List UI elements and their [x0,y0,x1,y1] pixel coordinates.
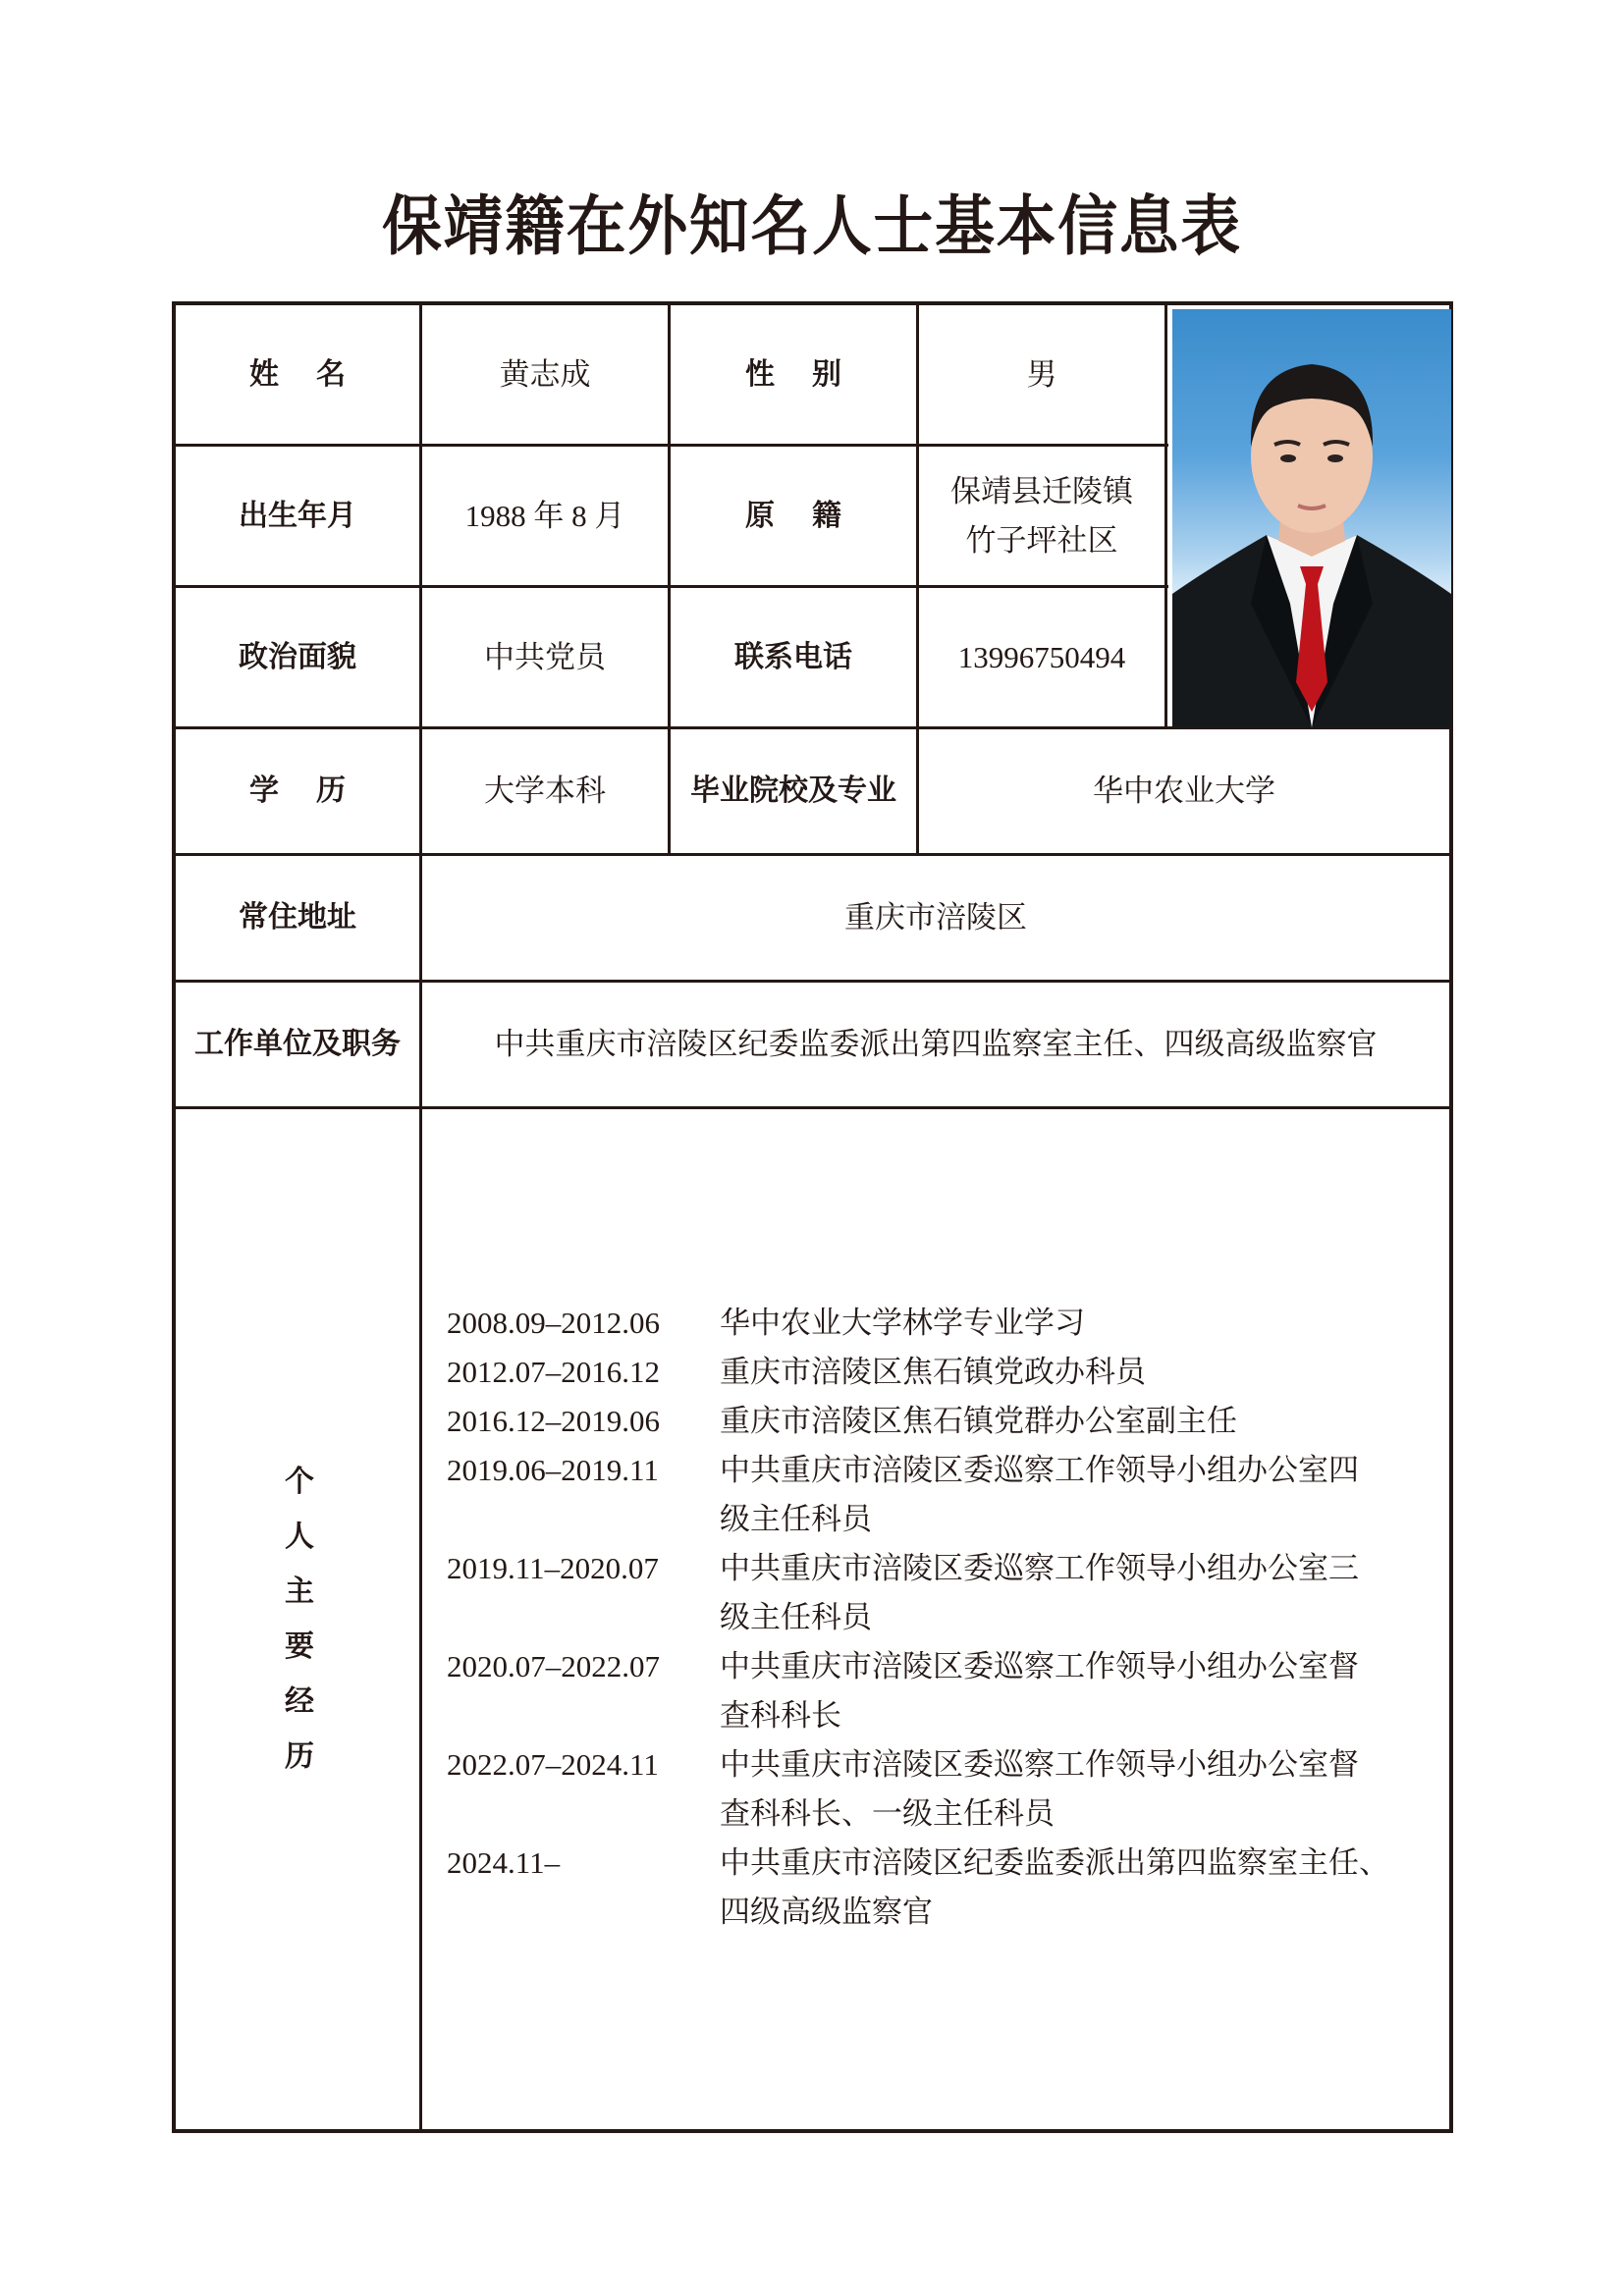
experience-item [447,1642,1438,1740]
experience-desc-line: 中共重庆市涪陵区委巡察工作领导小组办公室四 [720,1453,1359,1487]
experience-date: 2020.07–2022.07 [447,1649,660,1683]
experience-date: 2016.12–2019.06 [447,1404,660,1438]
education-value: 大学本科 [484,774,606,808]
experience-desc [720,1397,1436,1446]
col-divider [1164,305,1167,729]
experience-desc-line: 重庆市涪陵区焦石镇党政办科员 [720,1355,1146,1389]
experience-date: 2012.07–2016.12 [447,1355,660,1389]
experience-label-cell [176,1109,419,2129]
experience-item [447,1348,1438,1397]
experience-desc [720,1642,1436,1740]
birth-value: 1988 年 8 月 [464,498,625,533]
school-label: 毕业院校及专业 [690,774,896,808]
experience-date: 2022.07–2024.11 [447,1747,659,1782]
experience-label-char: 人 [285,1519,314,1554]
origin-label: 原籍 [745,498,879,533]
experience-label [176,1109,423,2129]
experience-list [447,1299,1438,1937]
experience-item [447,1299,1438,1348]
school-value: 华中农业大学 [1093,774,1275,808]
phone-value: 13996750494 [957,639,1126,674]
experience-desc [720,1740,1436,1839]
experience-desc-line: 华中农业大学林学专业学习 [720,1306,1085,1340]
phone-label: 联系电话 [734,639,852,674]
education-label: 学历 [249,774,383,808]
experience-date: 2024.11– [447,1845,561,1880]
experience-desc-line: 重庆市涪陵区焦石镇党群办公室副主任 [720,1404,1237,1438]
experience-desc-line: 查科科长 [720,1698,841,1733]
experience-desc-line: 查科科长、一级主任科员 [720,1796,1055,1831]
portrait-photo [1172,309,1451,727]
experience-date: 2019.06–2019.11 [447,1453,659,1487]
name-value: 黄志成 [499,356,591,392]
address-label: 常住地址 [239,900,356,934]
work-label: 工作单位及职务 [194,1027,401,1061]
name-label: 姓名 [249,356,383,392]
experience-desc [720,1299,1436,1348]
experience-desc-line: 中共重庆市涪陵区纪委监委派出第四监察室主任、 [720,1845,1389,1880]
experience-desc-line: 级主任科员 [720,1502,872,1536]
experience-desc-line: 中共重庆市涪陵区委巡察工作领导小组办公室督 [720,1649,1359,1683]
experience-desc [720,1544,1436,1642]
work-value: 中共重庆市涪陵区纪委监委派出第四监察室主任、四级高级监察官 [494,1027,1378,1061]
origin-value [919,447,1164,585]
experience-item [447,1397,1438,1446]
political-label: 政治面貌 [239,639,356,674]
experience-item [447,1446,1438,1544]
experience-desc-line: 级主任科员 [720,1600,872,1634]
experience-desc-line: 四级高级监察官 [720,1895,933,1929]
experience-label-char: 经 [285,1683,314,1719]
experience-label-char: 历 [285,1738,314,1774]
address-value: 重庆市涪陵区 [844,900,1027,934]
experience-label-char: 要 [285,1629,314,1664]
experience-desc-line: 中共重庆市涪陵区委巡察工作领导小组办公室督 [720,1747,1359,1782]
origin-value-line1: 保靖县迁陵镇 [950,473,1133,508]
experience-item [447,1740,1438,1839]
experience-label-char: 主 [285,1574,314,1609]
page-title: 保靖籍在外知名人士基本信息表 [382,187,1242,264]
experience-desc [720,1839,1436,1937]
experience-date: 2019.11–2020.07 [447,1551,659,1585]
experience-item [447,1839,1438,1937]
experience-label-char: 个 [285,1464,314,1499]
experience-item [447,1544,1438,1642]
birth-label: 出生年月 [239,498,356,533]
experience-desc [720,1446,1436,1544]
origin-value-line2: 竹子坪社区 [965,522,1118,558]
portrait-icon [1172,309,1451,727]
political-value: 中共党员 [484,639,606,674]
experience-date: 2008.09–2012.06 [447,1306,660,1340]
experience-desc-line: 中共重庆市涪陵区委巡察工作领导小组办公室三 [720,1551,1359,1585]
experience-desc [720,1348,1436,1397]
gender-label: 性别 [745,356,879,392]
gender-value: 男 [1026,356,1057,392]
